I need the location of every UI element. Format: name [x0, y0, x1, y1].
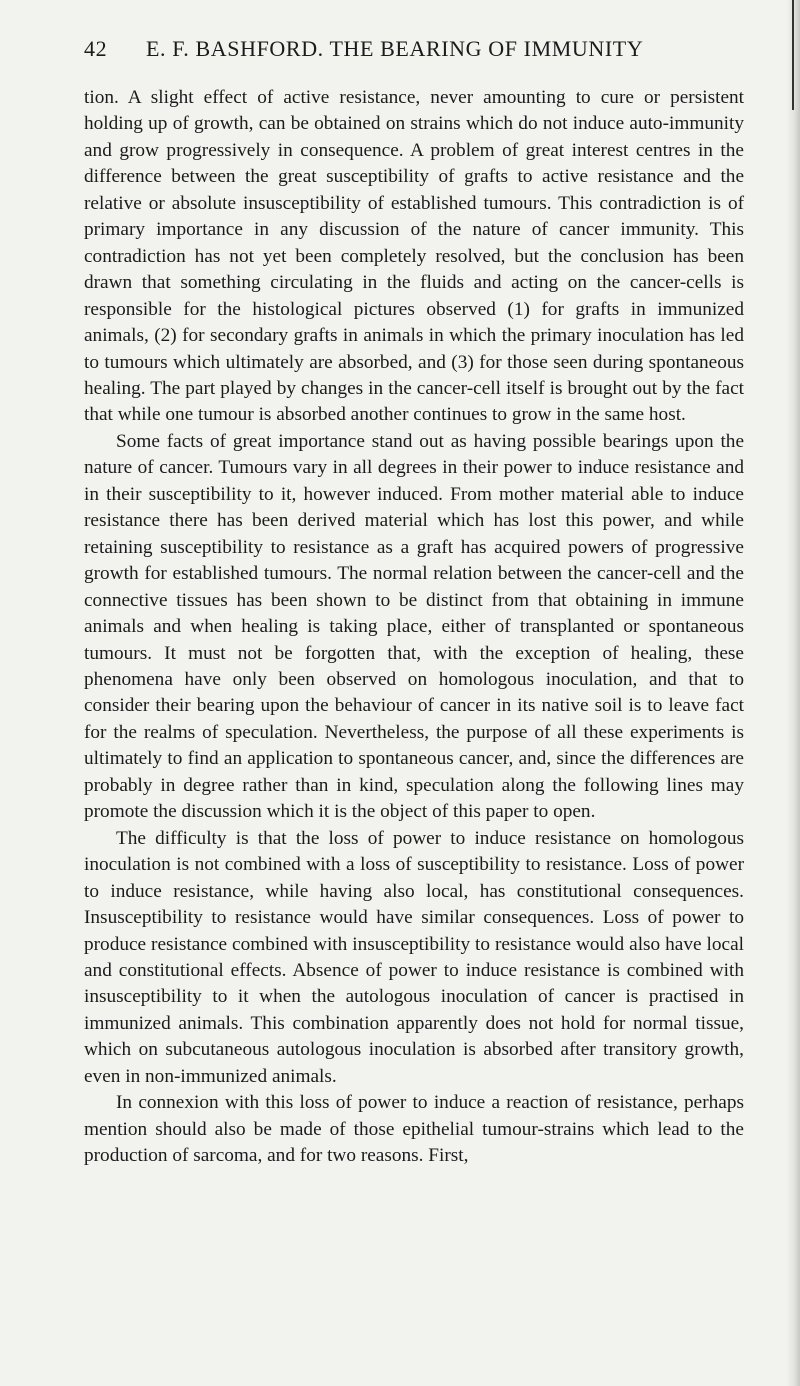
running-title: E. F. BASHFORD. THE BEARING OF IMMUNITY	[146, 36, 644, 61]
paragraph-2: Some facts of great importance stand out as having possible bearings upon the nature of cancer. Tumours vary in all degrees in their power to induce resistance and in their susceptibility to it, however induced. From mother material able to induce resistance there has been derived material which has lost this power, and while retaining susceptibility to resistance as a graft has acquired powers of progressive growth for established tumours. The normal relation between the cancer-cell and the connective tissues has been shown to be distinct from that obtaining in immune animals and when healing is taking place, either of transplanted or spontaneous tumours. It must not be forgotten that, with the exception of healing, these phenomena have only been observed on homologous inoculation, and that to consider their bearing upon the behaviour of cancer in its native soil is to leave fact for the realms of speculation. Nevertheless, the purpose of all these experiments is ultimately to find an application to spontaneous cancer, and, since the differences are probably in degree rather than in kind, speculation along the following lines may promote the discussion which it is the object of this paper to open.	[84, 430, 744, 823]
page-edge-mark	[792, 0, 794, 110]
paragraph-4: In connexion with this loss of power to induce a reaction of resistance, perhaps mention should also be made of those epithelial tumour-strains which lead to the production of sarcoma, and for two reasons. First,	[84, 1092, 744, 1167]
body-text	[84, 85, 744, 1170]
page-edge-shadow	[786, 0, 800, 1386]
paragraph-3: The difficulty is that the loss of power to induce resistance on homologous inoculation is not combined with a loss of susceptibility to resistance. Loss of power to induce resistance, while having also local, has constitutional consequences. Insusceptibility to resistance would have similar consequences. Loss of power to produce resistance combined with insusceptibility to resistance would also have local and constitutional effects. Absence of power to induce resistance is combined with insusceptibility to it when the autologous inoculation of cancer is practised in immunized animals. This combination apparently does not hold for normal tissue, which on subcutaneous autologous inoculation is absorbed after transitory growth, even in non-immunized animals.	[84, 827, 744, 1087]
paragraph-1: tion. A slight effect of active resistance, never amounting to cure or persistent holding up of growth, can be obtained on strains which do not induce auto-immunity and grow progressively in consequence. A problem of great interest centres in the difference between the great susceptibility of grafts to active resistance and the relative or absolute insusceptibility of established tumours. This contradiction is of primary importance in any discussion of the nature of cancer immunity. This contradiction has not yet been completely resolved, but the conclusion has been drawn that something circulating in the fluids and acting on the cancer-cells is responsible for the histological pictures observed (1) for grafts in immunized animals, (2) for secondary grafts in animals in which the primary inoculation has led to tumours which ultimately are absorbed, and (3) for those seen during spontaneous healing. The part played by changes in the cancer-cell itself is brought out by the fact that while one tumour is absorbed another continues to grow in the same host.	[84, 87, 744, 426]
running-head	[84, 36, 744, 62]
page-number: 42	[84, 36, 108, 61]
